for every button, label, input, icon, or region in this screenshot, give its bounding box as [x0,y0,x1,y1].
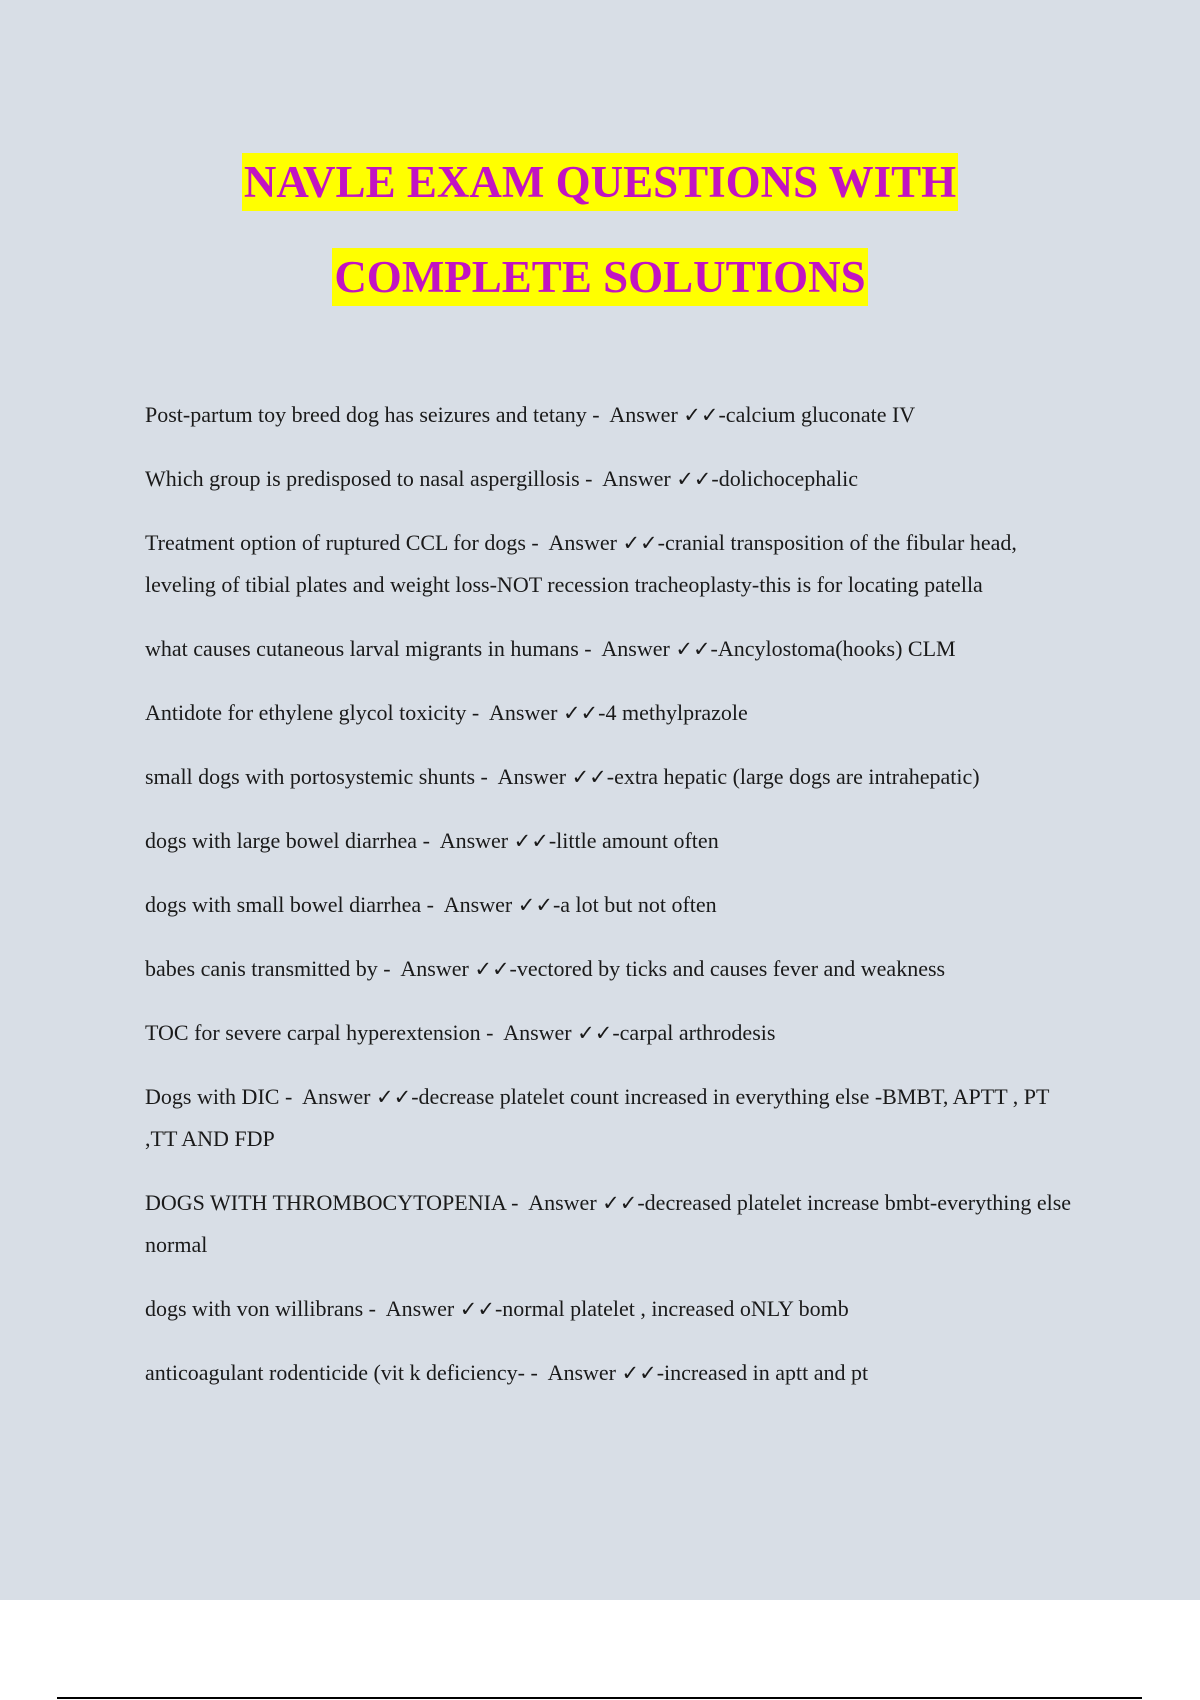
qa-item: Dogs with DIC - Answer ✓✓-decrease platelet count increased in everything else -BMBT, APTT , PT ,TT AND FDP [145,1084,1050,1151]
answer-text: -4 methylprazole [598,700,748,725]
answer-text: -normal platelet , increased oNLY bomb [494,1296,849,1321]
double-check-icon: ✓✓ [621,1361,657,1385]
answer-label: Answer [528,1190,597,1215]
double-check-icon: ✓✓ [474,957,510,981]
question-text: babes canis transmitted by [145,956,378,981]
qa-item: babes canis transmitted by - Answer ✓✓-vectored by ticks and causes fever and weakness [145,956,946,981]
footer-divider [57,1697,1142,1699]
qa-item: small dogs with portosystemic shunts - Answer ✓✓-extra hepatic (large dogs are intrahepatic) [145,764,980,789]
double-check-icon: ✓✓ [676,467,712,491]
answer-text: -extra hepatic (large dogs are intrahepatic) [606,764,980,789]
qa-item: dogs with small bowel diarrhea - Answer ✓✓-a lot but not often [145,892,717,917]
qa-item: Post-partum toy breed dog has seizures and tetany - Answer ✓✓-calcium gluconate IV [145,402,916,427]
qa-item: anticoagulant rodenticide (vit k deficiency- - Answer ✓✓-increased in aptt and pt [145,1360,869,1385]
answer-label: Answer [439,828,509,853]
title-line-2: COMPLETE SOLUTIONS [332,248,867,306]
answer-label: Answer [503,1020,572,1045]
question-text: TOC for severe carpal hyperextension [145,1020,481,1045]
double-check-icon: ✓✓ [577,1021,613,1045]
double-check-icon: ✓✓ [517,893,553,917]
answer-text: -calcium gluconate IV [718,402,916,427]
qa-item: dogs with large bowel diarrhea - Answer ✓✓-little amount often [145,828,719,853]
answer-label: Answer [497,764,567,789]
title-line-1: NAVLE EXAM QUESTIONS WITH [242,153,958,211]
answer-text: -decreased platelet increase bmbt-everything else normal [145,1190,1072,1257]
question-text: what causes cutaneous larval migrants in humans [145,636,579,661]
double-check-icon: ✓✓ [675,637,711,661]
answer-text: -cranial transposition of the fibular head, leveling of tibial plates and weight loss-NOT recession tracheoplasty-this is for locating patella [145,530,1017,597]
qa-item: what causes cutaneous larval migrants in humans - Answer ✓✓-Ancylostoma(hooks) CLM [145,636,956,661]
qa-list [145,394,1075,1416]
question-text: anticoagulant rodenticide (vit k deficiency- [145,1360,525,1385]
answer-label: Answer [443,892,513,917]
question-text: Dogs with DIC [145,1084,280,1109]
qa-item: Which group is predisposed to nasal aspergillosis - Answer ✓✓-dolichocephalic [145,466,859,491]
answer-label: Answer [602,466,671,491]
double-check-icon: ✓✓ [683,403,719,427]
question-text: small dogs with portosystemic shunts [145,764,475,789]
answer-text: -vectored by ticks and causes fever and weakness [509,956,946,981]
answer-label: Answer [400,956,469,981]
double-check-icon: ✓✓ [562,701,599,725]
answer-label: Answer [548,530,617,555]
answer-text: -Ancylostoma(hooks) CLM [710,636,956,661]
question-text: Treatment option of ruptured CCL for dogs [145,530,526,555]
answer-label: Answer [489,700,558,725]
double-check-icon: ✓✓ [513,829,549,853]
double-check-icon: ✓✓ [571,765,607,789]
question-text: Post-partum toy breed dog has seizures and tetany [145,402,587,427]
answer-text: -decrease platelet count increased in everything else -BMBT, APTT , PT ,TT AND FDP [145,1084,1050,1151]
question-text: DOGS WITH THROMBOCYTOPENIA [145,1190,506,1215]
qa-item: Treatment option of ruptured CCL for dogs - Answer ✓✓-cranial transposition of the fibular head, leveling of tibial plates and weight loss-NOT recession tracheoplasty-this is for locating patella [145,530,1017,597]
double-check-icon: ✓✓ [622,531,658,555]
question-text: Antidote for ethylene glycol toxicity [145,700,467,725]
question-text: dogs with small bowel diarrhea [145,892,422,917]
answer-text: -increased in aptt and pt [656,1360,869,1385]
answer-label: Answer [601,636,670,661]
answer-label: Answer [547,1360,617,1385]
qa-item: TOC for severe carpal hyperextension - Answer ✓✓-carpal arthrodesis [145,1020,776,1045]
document-title [0,140,1200,330]
answer-label: Answer [385,1296,455,1321]
qa-item: DOGS WITH THROMBOCYTOPENIA - Answer ✓✓-decreased platelet increase bmbt-everything else normal [145,1190,1072,1257]
answer-label: Answer [609,402,678,427]
answer-text: -dolichocephalic [711,466,859,491]
double-check-icon: ✓✓ [602,1191,638,1215]
answer-text: -carpal arthrodesis [612,1020,776,1045]
answer-text: -a lot but not often [552,892,717,917]
question-text: dogs with large bowel diarrhea [145,828,418,853]
answer-text: -little amount often [548,828,719,853]
double-check-icon: ✓✓ [459,1297,495,1321]
question-text: Which group is predisposed to nasal aspergillosis [145,466,580,491]
question-text: dogs with von willibrans [145,1296,364,1321]
answer-label: Answer [302,1084,371,1109]
qa-item: Antidote for ethylene glycol toxicity - Answer ✓✓-4 methylprazole [145,700,748,725]
double-check-icon: ✓✓ [376,1085,412,1109]
qa-item: dogs with von willibrans - Answer ✓✓-normal platelet , increased oNLY bomb [145,1296,849,1321]
